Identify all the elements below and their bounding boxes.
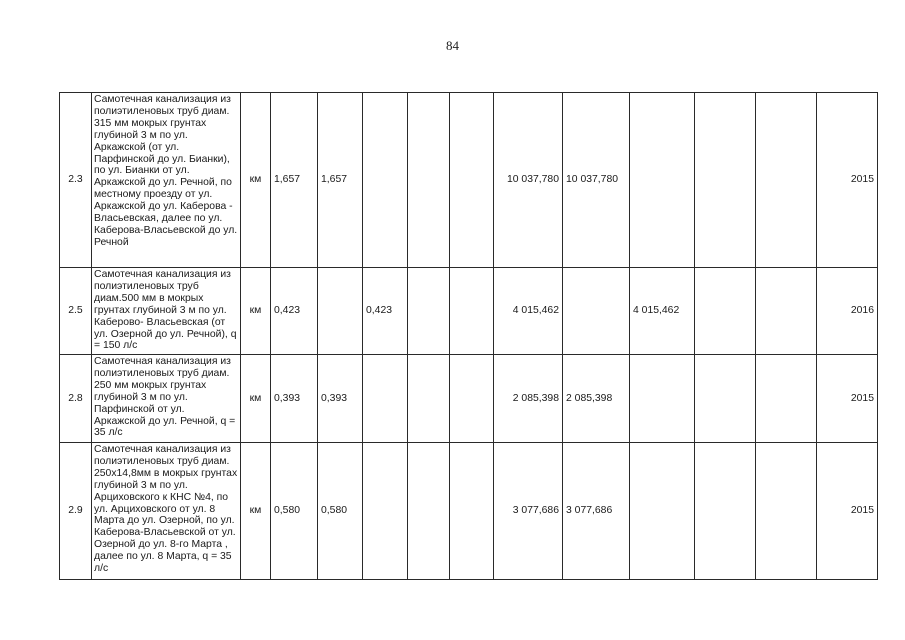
length-2015-cell: 1,657 [318, 93, 363, 268]
work-description: Самотечная канализация из полиэтиленовых труб диам. 250х14,8мм в мокрых грунтах глубиной 3 м по ул. Арциховского к КНС №4, по ул. Арциховского от ул. 8 Марта до ул. Озерной, по ул. Каберова-Власьевской от ул. Озерной до ул. 8-го Марта , далее по ул. 8 Марта, q = 35 л/с [92, 443, 241, 580]
cost-total-cell: 3 077,686 [494, 443, 563, 580]
row-number: 2.8 [60, 355, 92, 443]
cost-total-cell: 10 037,780 [494, 93, 563, 268]
unit-cell: км [241, 268, 271, 355]
cost-total-cell: 4 015,462 [494, 268, 563, 355]
unit-cell: км [241, 443, 271, 580]
year-cell: 2015 [817, 93, 878, 268]
length-total-cell: 1,657 [271, 93, 318, 268]
cost-2018-cell [756, 355, 817, 443]
length-2017-cell [408, 268, 450, 355]
work-description: Самотечная канализация из полиэтиленовых труб диам. 315 мм мокрых грунтах глубиной 3 м по ул. Аркажской (от ул. Парфинской до ул. Бианки), по ул. Бианки от ул. Аркажской до ул. Речной, по местному проезду от ул. Аркажской до ул. Каберова - Власьевская, далее по ул. Каберова-Власьевской до ул. Речной [92, 93, 241, 268]
cost-2017-cell [695, 268, 756, 355]
cost-2017-cell [695, 443, 756, 580]
cost-2017-cell [695, 93, 756, 268]
cost-2016-cell: 4 015,462 [630, 268, 695, 355]
length-total-cell: 0,423 [271, 268, 318, 355]
cost-2017-cell [695, 355, 756, 443]
cost-2018-cell [756, 268, 817, 355]
length-2017-cell [408, 355, 450, 443]
year-cell: 2016 [817, 268, 878, 355]
work-description: Самотечная канализация из полиэтиленовых труб диам. 250 мм мокрых грунтах глубиной 3 м по ул. Парфинской от ул. Аркажской до ул. Речной, q = 35 л/с [92, 355, 241, 443]
cost-2015-cell [563, 268, 630, 355]
cost-2018-cell [756, 93, 817, 268]
investment-table [59, 92, 878, 580]
row-number: 2.3 [60, 93, 92, 268]
length-2018-cell [450, 443, 494, 580]
work-description: Самотечная канализация из полиэтиленовых труб диам.500 мм в мокрых грунтах глубиной 3 м по ул. Каберово- Власьевская (от ул. Озерной до ул. Речной), q = 150 л/с [92, 268, 241, 355]
cost-2015-cell: 2 085,398 [563, 355, 630, 443]
length-2015-cell [318, 268, 363, 355]
length-2016-cell [363, 355, 408, 443]
table-row [60, 268, 878, 355]
year-cell: 2015 [817, 355, 878, 443]
table-row [60, 355, 878, 443]
length-2016-cell [363, 443, 408, 580]
cost-2016-cell [630, 443, 695, 580]
row-number: 2.9 [60, 443, 92, 580]
length-2017-cell [408, 443, 450, 580]
length-2015-cell: 0,580 [318, 443, 363, 580]
length-total-cell: 0,580 [271, 443, 318, 580]
cost-2018-cell [756, 443, 817, 580]
cost-total-cell: 2 085,398 [494, 355, 563, 443]
cost-2016-cell [630, 355, 695, 443]
length-2018-cell [450, 355, 494, 443]
page-number: 84 [446, 38, 459, 53]
row-number: 2.5 [60, 268, 92, 355]
unit-cell: км [241, 355, 271, 443]
length-2016-cell [363, 93, 408, 268]
cost-2015-cell: 3 077,686 [563, 443, 630, 580]
year-cell: 2015 [817, 443, 878, 580]
length-2015-cell: 0,393 [318, 355, 363, 443]
table-row [60, 93, 878, 268]
length-2017-cell [408, 93, 450, 268]
length-2018-cell [450, 93, 494, 268]
length-2016-cell: 0,423 [363, 268, 408, 355]
length-2018-cell [450, 268, 494, 355]
length-total-cell: 0,393 [271, 355, 318, 443]
cost-2015-cell: 10 037,780 [563, 93, 630, 268]
table-row [60, 443, 878, 580]
cost-2016-cell [630, 93, 695, 268]
unit-cell: км [241, 93, 271, 268]
